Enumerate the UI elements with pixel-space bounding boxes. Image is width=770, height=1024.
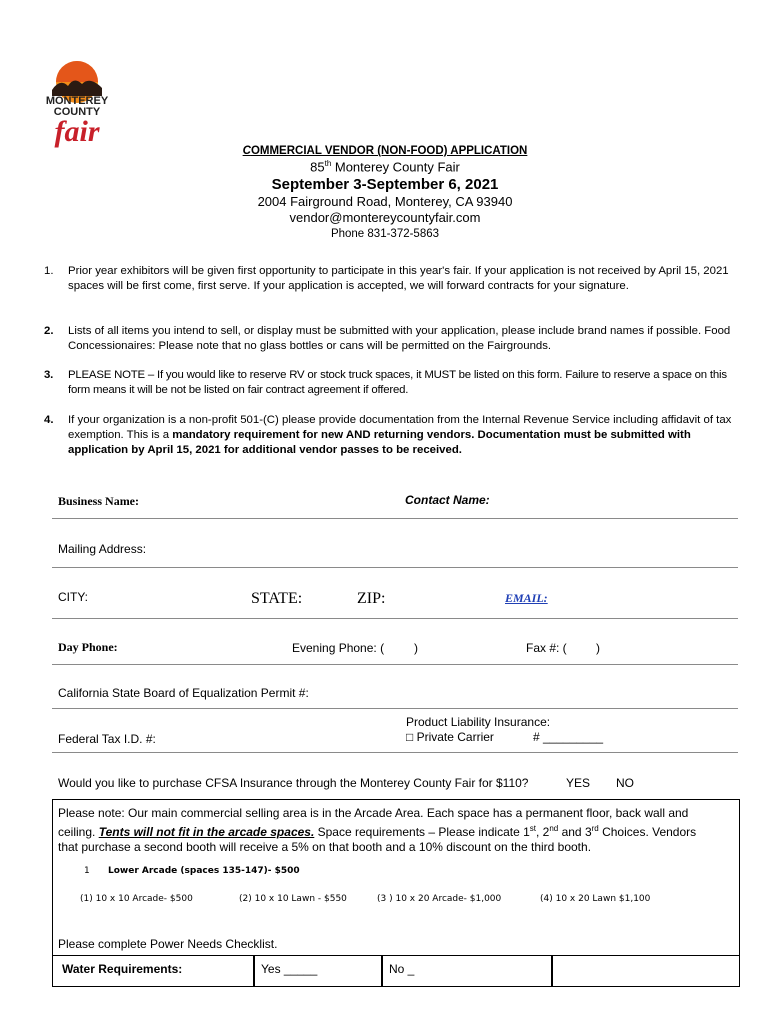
- mailing-address-line[interactable]: [52, 567, 738, 568]
- email-label: EMAIL:: [505, 591, 548, 605]
- option-10x10-lawn[interactable]: (2) 10 x 10 Lawn - $550: [239, 894, 347, 904]
- boe-permit-label: California State Board of Equalization Permit #:: [58, 686, 309, 700]
- private-carrier-checkbox[interactable]: □ Private Carrier: [406, 730, 494, 744]
- fax-close: ): [596, 641, 600, 655]
- day-phone-label: Day Phone:: [58, 640, 118, 654]
- business-name-line[interactable]: [52, 518, 738, 519]
- logo-fair-text: fair: [54, 115, 100, 148]
- application-title: COMMERCIAL VENDOR (NON-FOOD) APPLICATION: [242, 145, 528, 157]
- cfsa-yes-option[interactable]: YES: [566, 776, 591, 790]
- list-item: 4. If your organization is a non-profit 501-(C) please provide documentation from the Internal Revenue Service including affidavit of tax exemption. This is a mandatory requirement for new AND returning vendors. Documentation must be submitted with application by April 15, 2021 for additional vendor passes to be received.: [44, 414, 732, 456]
- cfsa-no-option[interactable]: NO: [616, 776, 634, 790]
- vendor-email: vendor@montereycountyfair.com: [289, 210, 481, 225]
- fair-dates: September 3-September 6, 2021: [271, 176, 499, 193]
- cfsa-question: Would you like to purchase CFSA Insurance through the Monterey County Fair for $110?: [58, 776, 529, 790]
- boe-permit-line[interactable]: [52, 708, 738, 709]
- logo-county-text: COUNTY: [53, 106, 101, 118]
- state-label: STATE:: [251, 590, 303, 607]
- arcade-note: Please note: Our main commercial selling area is in the Arcade Area. Each space has a permanent floor, back wall and ceiling. Tents will not fit in the arcade spaces. Space requirements – Please indicate 1st, 2nd and 3rd Choices. Vendors that purchase a second booth will receive a 5% on that booth and a 10% discount on the third booth.: [58, 806, 697, 854]
- contact-name-label: Contact Name:: [405, 493, 490, 507]
- option-10x20-arcade[interactable]: (3 ) 10 x 20 Arcade- $1,000: [377, 894, 502, 904]
- lower-arcade-number: 1: [84, 866, 90, 876]
- fair-phone: Phone 831-372-5863: [330, 228, 440, 240]
- city-label: CITY:: [58, 590, 89, 604]
- water-extra-cell: [551, 955, 740, 987]
- option-10x20-lawn[interactable]: (4) 10 x 20 Lawn $1,100: [540, 894, 651, 904]
- evening-phone-close: ): [414, 641, 418, 655]
- water-requirements-label: Water Requirements:: [62, 962, 183, 976]
- fair-edition: 85th Monterey County Fair: [310, 159, 460, 175]
- lower-arcade-label: Lower Arcade (spaces 135-147)- $500: [108, 866, 300, 876]
- evening-phone-label: Evening Phone: (: [292, 641, 385, 655]
- zip-label: ZIP:: [357, 590, 386, 607]
- water-no-field[interactable]: No _: [389, 962, 415, 976]
- option-10x10-arcade[interactable]: (1) 10 x 10 Arcade- $500: [80, 894, 193, 904]
- federal-tax-label: Federal Tax I.D. #:: [58, 732, 156, 746]
- product-liability-label: Product Liability Insurance:: [406, 715, 551, 729]
- logo-monterey-text: MONTEREY: [45, 95, 109, 107]
- list-item: 2. Lists of all items you intend to sell, or display must be submitted with your application, please include brand names if possible. Food Concessionaires: Please note that no glass bottles or cans will be permitted on the Fairgrounds.: [44, 325, 731, 352]
- phone-line[interactable]: [52, 664, 738, 665]
- federal-tax-line[interactable]: [52, 752, 738, 753]
- fair-address: 2004 Fairground Road, Monterey, CA 93940: [257, 194, 513, 209]
- power-checklist-note: Please complete Power Needs Checklist.: [58, 937, 278, 951]
- carrier-number-field[interactable]: # _________: [533, 730, 604, 744]
- list-item: 3. PLEASE NOTE – If you would like to reserve RV or stock truck spaces, it MUST be listed on this form. Failure to reserve a space on this form means it will be not be listed on fair contract agreement if offered.: [44, 369, 727, 396]
- city-state-zip-line[interactable]: [52, 618, 738, 619]
- mailing-address-label: Mailing Address:: [58, 542, 147, 556]
- water-yes-field[interactable]: Yes _____: [261, 962, 318, 976]
- business-name-label: Business Name:: [58, 494, 140, 508]
- fax-label: Fax #: (: [526, 641, 567, 655]
- list-item: 1. Prior year exhibitors will be given first opportunity to participate in this year's fair. If your application is not received by April 15, 2021 spaces will be first come, first serve. If your application is accepted, we will forward contracts for your signature.: [44, 265, 729, 292]
